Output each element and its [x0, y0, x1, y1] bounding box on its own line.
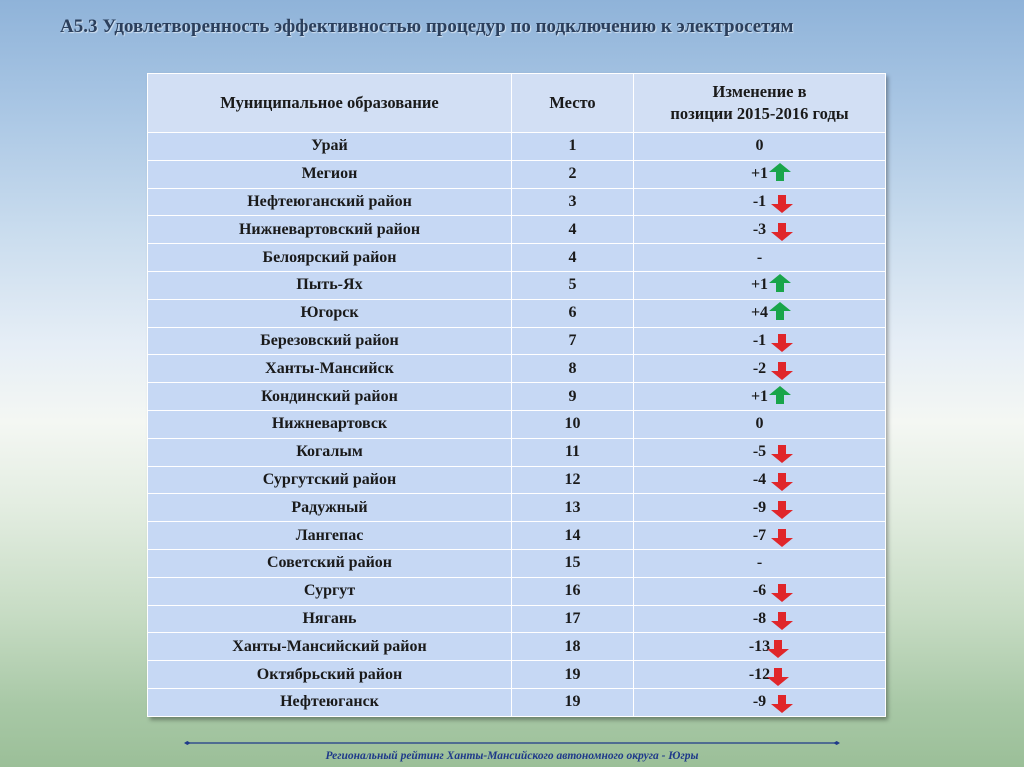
cell-change [634, 188, 886, 216]
cell-place: 3 [512, 188, 634, 216]
cell-place: 15 [512, 549, 634, 577]
change-value-wrap [757, 554, 762, 572]
cell-municipality: Березовский район [148, 327, 512, 355]
rating-table [147, 73, 885, 717]
change-value: -4 [752, 470, 767, 488]
arrow-down-icon [771, 695, 793, 713]
change-value: -1 [752, 331, 767, 349]
change-value-wrap [756, 415, 764, 433]
cell-change [634, 216, 886, 244]
cell-change [634, 383, 886, 411]
table-row [148, 216, 886, 244]
change-value-wrap [749, 638, 770, 656]
change-value: +1 [750, 165, 769, 183]
cell-municipality: Нефтеюганский район [148, 188, 512, 216]
cell-place: 12 [512, 466, 634, 494]
cell-place: 17 [512, 605, 634, 633]
change-value-wrap [753, 582, 766, 600]
table-row [148, 633, 886, 661]
arrow-down-icon [771, 584, 793, 602]
table-row [148, 244, 886, 272]
cell-municipality: Нижневартовск [148, 410, 512, 438]
cell-place: 19 [512, 661, 634, 689]
arrow-down-icon [767, 640, 789, 658]
cell-place: 13 [512, 494, 634, 522]
cell-municipality: Советский район [148, 549, 512, 577]
cell-municipality: Нижневартовский район [148, 216, 512, 244]
change-value-wrap [753, 693, 766, 711]
table-row [148, 438, 886, 466]
cell-change [634, 244, 886, 272]
arrow-down-icon [771, 334, 793, 352]
cell-place: 7 [512, 327, 634, 355]
cell-change [634, 299, 886, 327]
change-value: -13 [748, 637, 771, 655]
change-value-wrap [751, 388, 768, 406]
footer-caption: Региональный рейтинг Ханты-Мансийского автономного округа - Югры [325, 750, 699, 762]
change-value: - [756, 554, 763, 572]
cell-municipality: Когалым [148, 438, 512, 466]
cell-municipality: Радужный [148, 494, 512, 522]
table-row [148, 522, 886, 550]
change-value-wrap [753, 610, 766, 628]
table-row [148, 327, 886, 355]
arrow-down-icon [771, 529, 793, 547]
change-value-wrap [751, 276, 768, 294]
cell-municipality: Ханты-Мансийск [148, 355, 512, 383]
cell-place: 8 [512, 355, 634, 383]
header-change [634, 74, 886, 133]
header-change-line2: позиции 2015-2016 годы [670, 104, 849, 123]
table-row [148, 133, 886, 161]
table-row [148, 299, 886, 327]
arrow-down-icon [771, 195, 793, 213]
cell-change [634, 605, 886, 633]
table-header-row [148, 74, 886, 133]
cell-place: 5 [512, 271, 634, 299]
table-row [148, 160, 886, 188]
cell-change [634, 466, 886, 494]
change-value-wrap [751, 165, 768, 183]
cell-municipality: Сургутский район [148, 466, 512, 494]
table-row [148, 355, 886, 383]
change-value-wrap [753, 443, 766, 461]
cell-municipality: Лангепас [148, 522, 512, 550]
table-row [148, 466, 886, 494]
cell-place: 11 [512, 438, 634, 466]
table-row [148, 188, 886, 216]
arrow-down-icon [767, 668, 789, 686]
change-value: -1 [752, 192, 767, 210]
cell-municipality: Урай [148, 133, 512, 161]
cell-municipality: Нягань [148, 605, 512, 633]
cell-municipality: Белоярский район [148, 244, 512, 272]
change-value: -8 [752, 609, 767, 627]
change-value: +1 [750, 276, 769, 294]
table-row [148, 494, 886, 522]
cell-place: 18 [512, 633, 634, 661]
cell-place: 1 [512, 133, 634, 161]
cell-change [634, 438, 886, 466]
cell-change [634, 410, 886, 438]
change-value: -2 [752, 359, 767, 377]
header-place: Место [512, 74, 634, 133]
cell-change [634, 549, 886, 577]
change-value-wrap [753, 193, 766, 211]
cell-change [634, 522, 886, 550]
arrow-up-icon [769, 302, 791, 320]
change-value: +4 [750, 304, 769, 322]
arrow-down-icon [771, 362, 793, 380]
cell-change [634, 160, 886, 188]
arrow-down-icon [771, 473, 793, 491]
change-value-wrap [753, 527, 766, 545]
cell-place: 4 [512, 216, 634, 244]
change-value: - [756, 248, 763, 266]
arrow-down-icon [771, 501, 793, 519]
change-value: 0 [755, 415, 764, 433]
table-row [148, 410, 886, 438]
cell-change [634, 577, 886, 605]
cell-change [634, 688, 886, 716]
cell-change [634, 355, 886, 383]
header-municipality: Муниципальное образование [148, 74, 512, 133]
cell-change [634, 271, 886, 299]
arrow-up-icon [769, 386, 791, 404]
cell-municipality: Сургут [148, 577, 512, 605]
table-row [148, 605, 886, 633]
change-value: -5 [752, 443, 767, 461]
arrow-down-icon [771, 445, 793, 463]
cell-place: 6 [512, 299, 634, 327]
table-row [148, 271, 886, 299]
arrow-down-icon [771, 223, 793, 241]
arrow-up-icon [769, 274, 791, 292]
change-value-wrap [753, 360, 766, 378]
change-value: -9 [752, 498, 767, 516]
change-value-wrap [757, 249, 762, 267]
change-value: +1 [750, 387, 769, 405]
cell-municipality: Пыть-Ях [148, 271, 512, 299]
arrow-up-icon [769, 163, 791, 181]
cell-place: 9 [512, 383, 634, 411]
cell-municipality: Мегион [148, 160, 512, 188]
header-change-line1: Изменение в [712, 82, 807, 101]
change-value: -6 [752, 582, 767, 600]
cell-place: 14 [512, 522, 634, 550]
change-value-wrap [753, 332, 766, 350]
change-value-wrap [753, 499, 766, 517]
change-value: -7 [752, 526, 767, 544]
change-value: -3 [752, 220, 767, 238]
footer-divider [20, 741, 1004, 745]
cell-municipality: Октябрьский район [148, 661, 512, 689]
cell-municipality: Кондинский район [148, 383, 512, 411]
change-value: 0 [755, 137, 764, 155]
cell-municipality: Ханты-Мансийский район [148, 633, 512, 661]
table-row [148, 577, 886, 605]
table-row [148, 549, 886, 577]
page-title: А5.3 Удовлетворенность эффективностью процедур по подключению к электросетям [60, 16, 794, 37]
cell-change [634, 661, 886, 689]
change-value: -9 [752, 693, 767, 711]
change-value-wrap [753, 221, 766, 239]
change-value: -12 [748, 665, 771, 683]
cell-place: 2 [512, 160, 634, 188]
cell-change [634, 327, 886, 355]
change-value-wrap [756, 137, 764, 155]
change-value-wrap [751, 304, 768, 322]
cell-place: 16 [512, 577, 634, 605]
change-value-wrap [749, 666, 770, 684]
change-value-wrap [753, 471, 766, 489]
table-row [148, 661, 886, 689]
cell-change [634, 494, 886, 522]
cell-change [634, 633, 886, 661]
cell-place: 19 [512, 688, 634, 716]
cell-municipality: Нефтеюганск [148, 688, 512, 716]
table-row [148, 383, 886, 411]
cell-change [634, 133, 886, 161]
table-row [148, 688, 886, 716]
cell-place: 10 [512, 410, 634, 438]
cell-place: 4 [512, 244, 634, 272]
arrow-down-icon [771, 612, 793, 630]
cell-municipality: Югорск [148, 299, 512, 327]
